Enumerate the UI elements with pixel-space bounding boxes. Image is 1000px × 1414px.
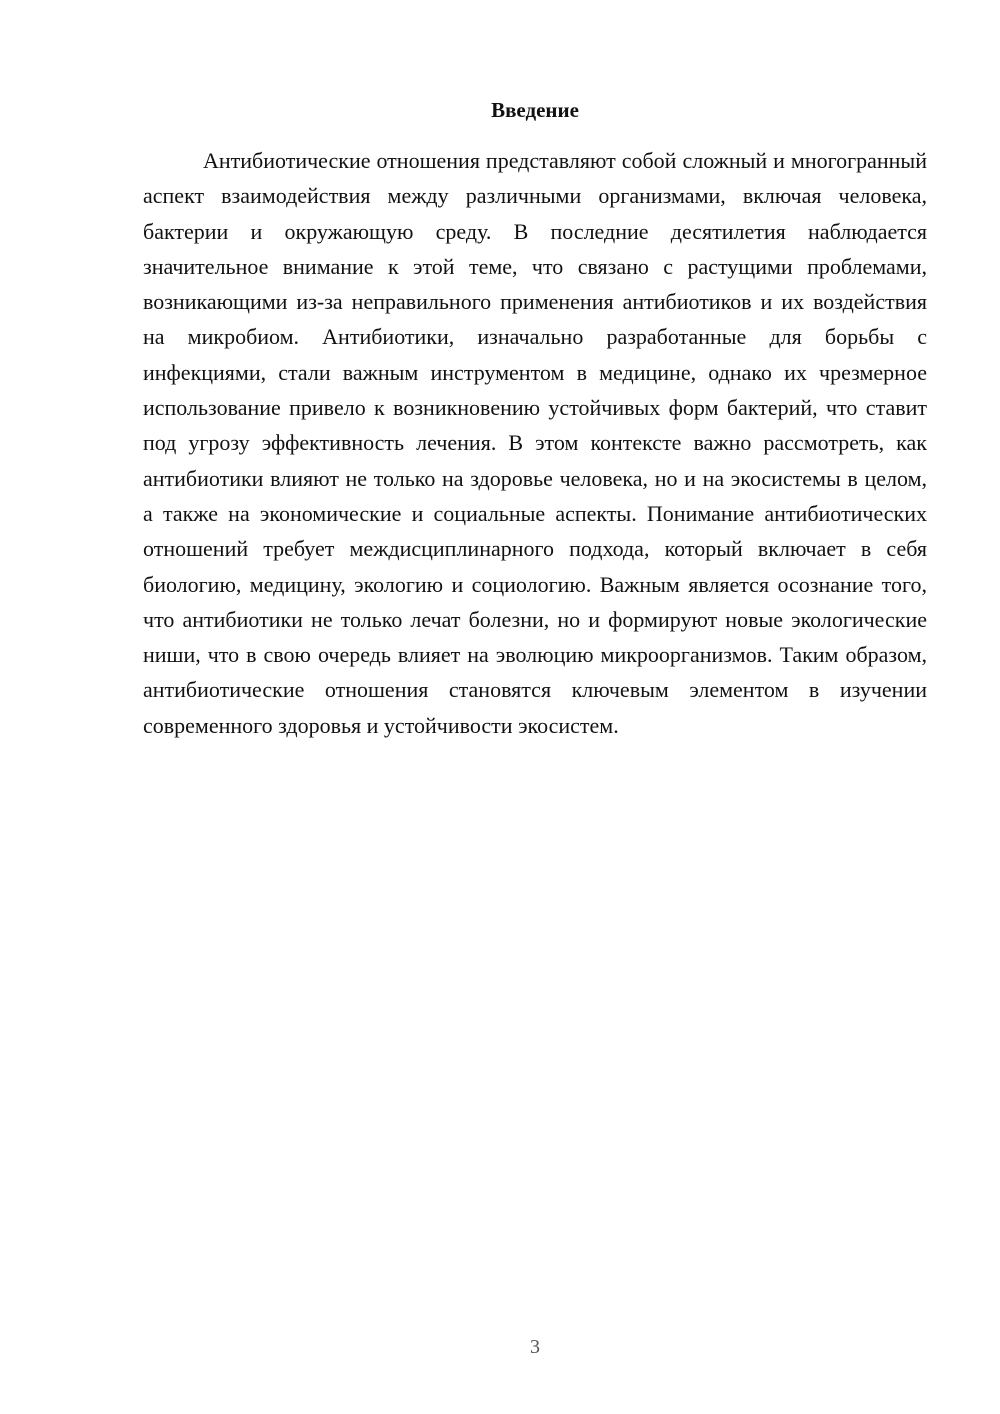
page-number: 3 — [530, 1336, 540, 1358]
section-title: Введение — [491, 98, 579, 122]
intro-paragraph: Антибиотические отношения представляют собой сложный и многогранный аспект взаимодействия между различными организмами, включая человека, бактерии и окружающую среду. В последние десятилетия наблюдается значительное внимание к этой теме, что связано с растущими проблемами, возникающими из-за неправильного применения антибиотиков и их воздействия на микробиом. Антибиотики, изначально разработанные для борьбы с инфекциями, стали важным инструментом в медицине, однако их чрезмерное использование привело к возникновению устойчивых форм бактерий, что ставит под угрозу эффективность лечения. В этом контексте важно рассмотреть, как антибиотики влияют не только на здоровье человека, но и на экосистемы в целом, а также на экономические и социальные аспекты. Понимание антибиотических отношений требует междисциплинарного подхода, который включает в себя биологию, медицину, экологию и социологию. Важным является осознание того, что антибиотики не только лечат болезни, но и формируют новые экологические ниши, что в свою очередь влияет на эволюцию микроорганизмов. Таким образом, антибиотические отношения становятся ключевым элементом в изучении современного здоровья и устойчивости экосистем. — [143, 148, 927, 738]
